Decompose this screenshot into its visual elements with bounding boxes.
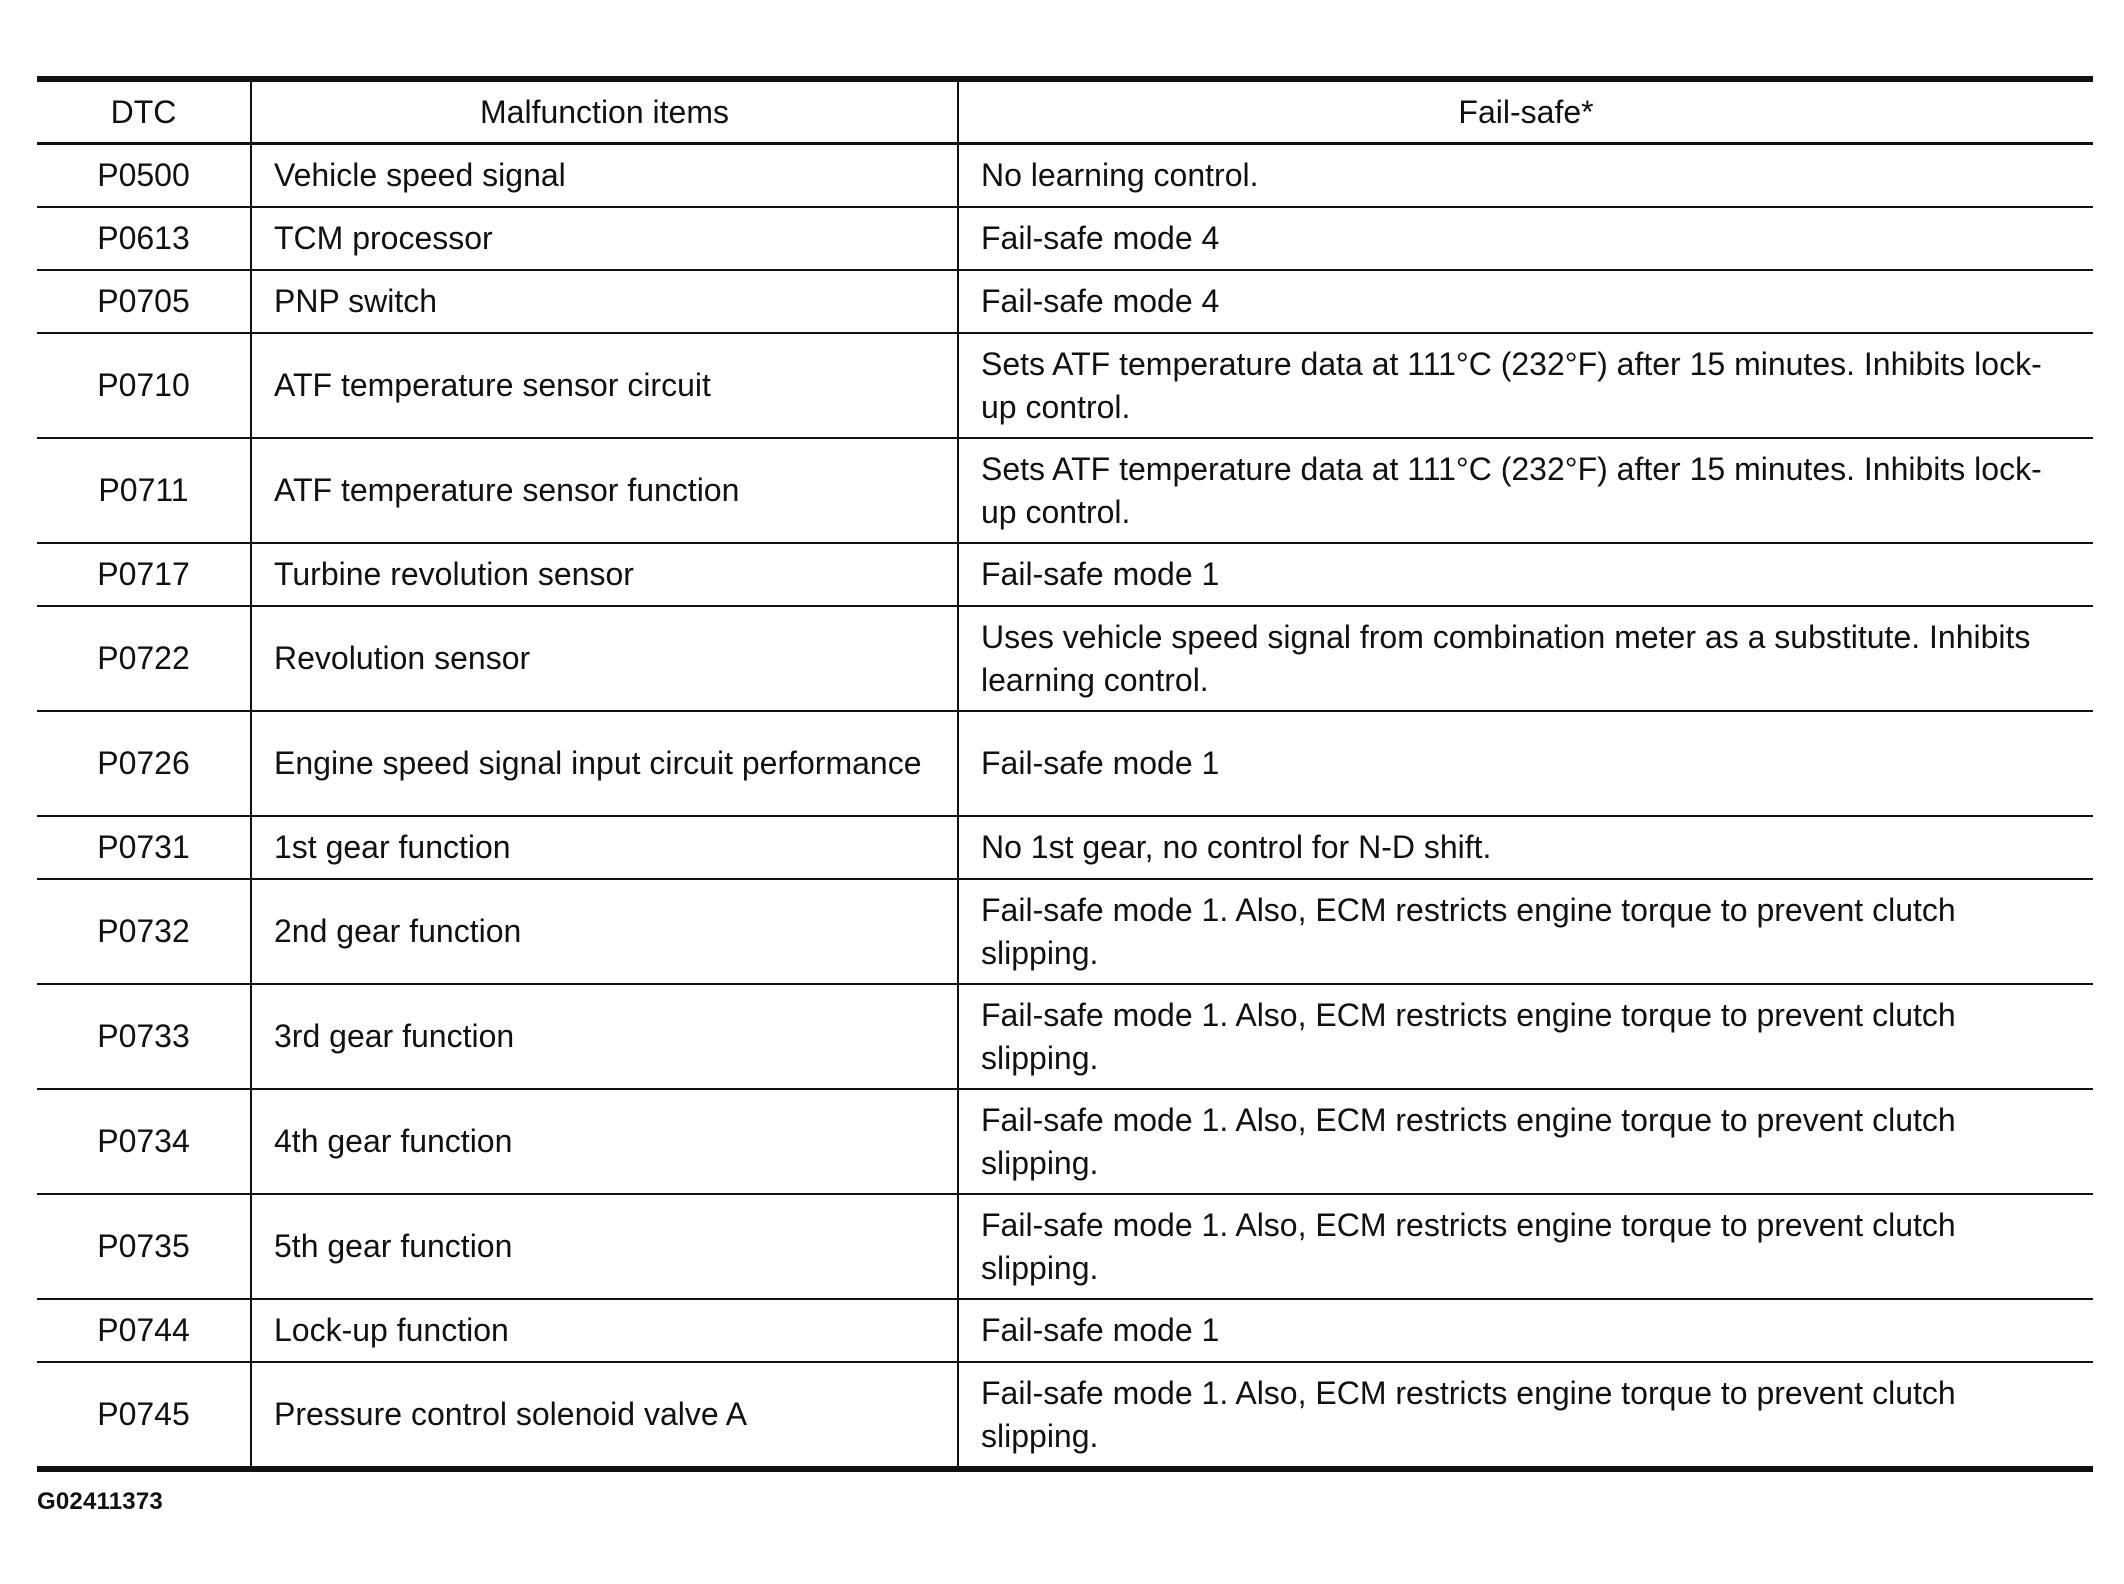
table-row xyxy=(37,270,2093,333)
dtc-code-cell: P0717 xyxy=(37,543,251,606)
table-header-row xyxy=(37,79,2093,144)
malfunction-item-cell: 5th gear function xyxy=(251,1194,958,1299)
malfunction-item-cell: 3rd gear function xyxy=(251,984,958,1089)
fail-safe-cell: Fail-safe mode 1 xyxy=(958,711,2093,816)
malfunction-item-cell: 1st gear function xyxy=(251,816,958,879)
table-row xyxy=(37,438,2093,543)
fail-safe-cell: Fail-safe mode 1. Also, ECM restricts engine torque to prevent clutch slipping. xyxy=(958,984,2093,1089)
table-row xyxy=(37,711,2093,816)
table-row xyxy=(37,543,2093,606)
malfunction-item-cell: ATF temperature sensor circuit xyxy=(251,333,958,438)
malfunction-item-cell: Lock-up function xyxy=(251,1299,958,1362)
fail-safe-cell: No 1st gear, no control for N-D shift. xyxy=(958,816,2093,879)
dtc-code-cell: P0731 xyxy=(37,816,251,879)
fail-safe-cell: Fail-safe mode 1. Also, ECM restricts engine torque to prevent clutch slipping. xyxy=(958,1362,2093,1469)
table-row xyxy=(37,1194,2093,1299)
dtc-code-cell: P0726 xyxy=(37,711,251,816)
column-header-fail-safe: Fail-safe* xyxy=(958,79,2093,144)
malfunction-item-cell: Revolution sensor xyxy=(251,606,958,711)
table-row xyxy=(37,333,2093,438)
malfunction-item-cell: Turbine revolution sensor xyxy=(251,543,958,606)
malfunction-item-cell: ATF temperature sensor function xyxy=(251,438,958,543)
table-row xyxy=(37,816,2093,879)
dtc-code-cell: P0500 xyxy=(37,144,251,208)
dtc-code-cell: P0711 xyxy=(37,438,251,543)
column-header-malfunction-items: Malfunction items xyxy=(251,79,958,144)
fail-safe-cell: Fail-safe mode 1 xyxy=(958,543,2093,606)
dtc-failsafe-table xyxy=(37,76,2093,1472)
dtc-code-cell: P0744 xyxy=(37,1299,251,1362)
fail-safe-cell: Fail-safe mode 1. Also, ECM restricts engine torque to prevent clutch slipping. xyxy=(958,1194,2093,1299)
fail-safe-cell: Fail-safe mode 4 xyxy=(958,270,2093,333)
fail-safe-cell: Sets ATF temperature data at 111°C (232°F) after 15 minutes. Inhibits lock-up control. xyxy=(958,333,2093,438)
table-row xyxy=(37,879,2093,984)
fail-safe-cell: Uses vehicle speed signal from combination meter as a substitute. Inhibits learning control. xyxy=(958,606,2093,711)
dtc-code-cell: P0710 xyxy=(37,333,251,438)
table-row xyxy=(37,1089,2093,1194)
malfunction-item-cell: Vehicle speed signal xyxy=(251,144,958,208)
malfunction-item-cell: Pressure control solenoid valve A xyxy=(251,1362,958,1469)
dtc-code-cell: P0705 xyxy=(37,270,251,333)
dtc-table-container xyxy=(37,76,2093,1472)
dtc-code-cell: P0735 xyxy=(37,1194,251,1299)
malfunction-item-cell: 2nd gear function xyxy=(251,879,958,984)
figure-id-label: G02411373 xyxy=(37,1488,163,1515)
dtc-code-cell: P0733 xyxy=(37,984,251,1089)
table-row xyxy=(37,984,2093,1089)
dtc-code-cell: P0734 xyxy=(37,1089,251,1194)
fail-safe-cell: Fail-safe mode 1. Also, ECM restricts engine torque to prevent clutch slipping. xyxy=(958,879,2093,984)
table-row xyxy=(37,606,2093,711)
malfunction-item-cell: 4th gear function xyxy=(251,1089,958,1194)
dtc-code-cell: P0722 xyxy=(37,606,251,711)
table-row xyxy=(37,144,2093,208)
table-row xyxy=(37,207,2093,270)
fail-safe-cell: Sets ATF temperature data at 111°C (232°F) after 15 minutes. Inhibits lock-up control. xyxy=(958,438,2093,543)
fail-safe-cell: No learning control. xyxy=(981,157,1259,193)
column-header-dtc: DTC xyxy=(37,79,251,144)
dtc-code-cell: P0745 xyxy=(37,1362,251,1469)
malfunction-item-cell: Engine speed signal input circuit performance xyxy=(251,711,958,816)
fail-safe-cell: Fail-safe mode 1. Also, ECM restricts engine torque to prevent clutch slipping. xyxy=(958,1089,2093,1194)
malfunction-item-cell: PNP switch xyxy=(251,270,958,333)
fail-safe-cell: Fail-safe mode 4 xyxy=(958,207,2093,270)
malfunction-item-cell: TCM processor xyxy=(251,207,958,270)
dtc-code-cell: P0732 xyxy=(37,879,251,984)
fail-safe-cell: Fail-safe mode 1 xyxy=(958,1299,2093,1362)
dtc-code-cell: P0613 xyxy=(37,207,251,270)
table-row xyxy=(37,1362,2093,1469)
table-row xyxy=(37,1299,2093,1362)
